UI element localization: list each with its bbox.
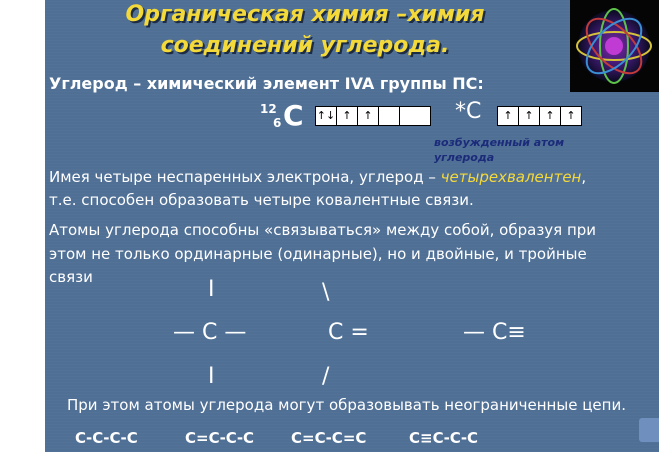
atomic-number: 6 [273, 116, 282, 130]
chain-formula: С=С-С-С [185, 429, 255, 447]
single-bond-bottom: I [208, 364, 215, 389]
orbital-cell [400, 107, 430, 125]
chain-formula: С-С-С-С [75, 429, 138, 447]
paragraph1-text-c: , [581, 168, 587, 186]
orbital-cell: ↑ [561, 107, 581, 125]
mass-number: 12 [260, 102, 277, 116]
chains-note: При этом атомы углерода могут образовывать неограниченные цепи. [67, 396, 626, 414]
paragraph1-highlight: четырехвалентен [440, 168, 582, 186]
orbital-cell: ↑ [498, 107, 519, 125]
orbital-cell: ↑ [519, 107, 540, 125]
orbital-cell: ↑ [337, 107, 358, 125]
double-bond-top: \ [322, 280, 330, 305]
chain-formula: С≡С-С-С [409, 429, 479, 447]
paragraph2-line1: Атомы углерода способны «связываться» между собой, образуя при [49, 221, 597, 239]
orbital-cell: ↑ [540, 107, 561, 125]
excited-note-line1: возбужденный атом [434, 136, 565, 149]
triple-bond-carbon: — С≡ [463, 320, 526, 345]
single-bond-top: I [208, 277, 215, 302]
slide-title-line2: соединений углерода. [160, 33, 450, 58]
ground-state-orbitals [315, 106, 431, 126]
carbon-atom-logo [570, 0, 659, 92]
orbital-cell: ↑ [358, 107, 379, 125]
orbital-cell: ↑↓ [316, 107, 337, 125]
double-bond-bottom: / [322, 364, 330, 389]
double-bond-carbon: С = [328, 320, 369, 345]
paragraph1-line2: т.е. способен образовать четыре ковалентные связи. [49, 191, 474, 209]
single-bond-carbon: — С — [173, 320, 247, 345]
heading: Углерод – химический элемент IVA группы ПС: [49, 74, 484, 93]
excited-label: *С [455, 99, 482, 124]
paragraph2-line3: связи [49, 268, 93, 286]
excited-note-line2: углерода [434, 151, 495, 164]
orbital-cell [379, 107, 400, 125]
chain-formula: С=С-С=С [291, 429, 367, 447]
paragraph1-line1 [49, 168, 586, 186]
paragraph1-text-a: Имея четыре неспаренных электрона, углерод – [49, 168, 441, 186]
element-symbol: C [283, 99, 304, 132]
next-slide-button[interactable] [639, 418, 659, 442]
slide-title-line1: Органическая химия –химия [125, 2, 485, 27]
excited-state-orbitals [497, 106, 582, 126]
paragraph2-line2: этом не только ординарные (одинарные), но и двойные, и тройные [49, 245, 587, 263]
slide [45, 0, 659, 452]
